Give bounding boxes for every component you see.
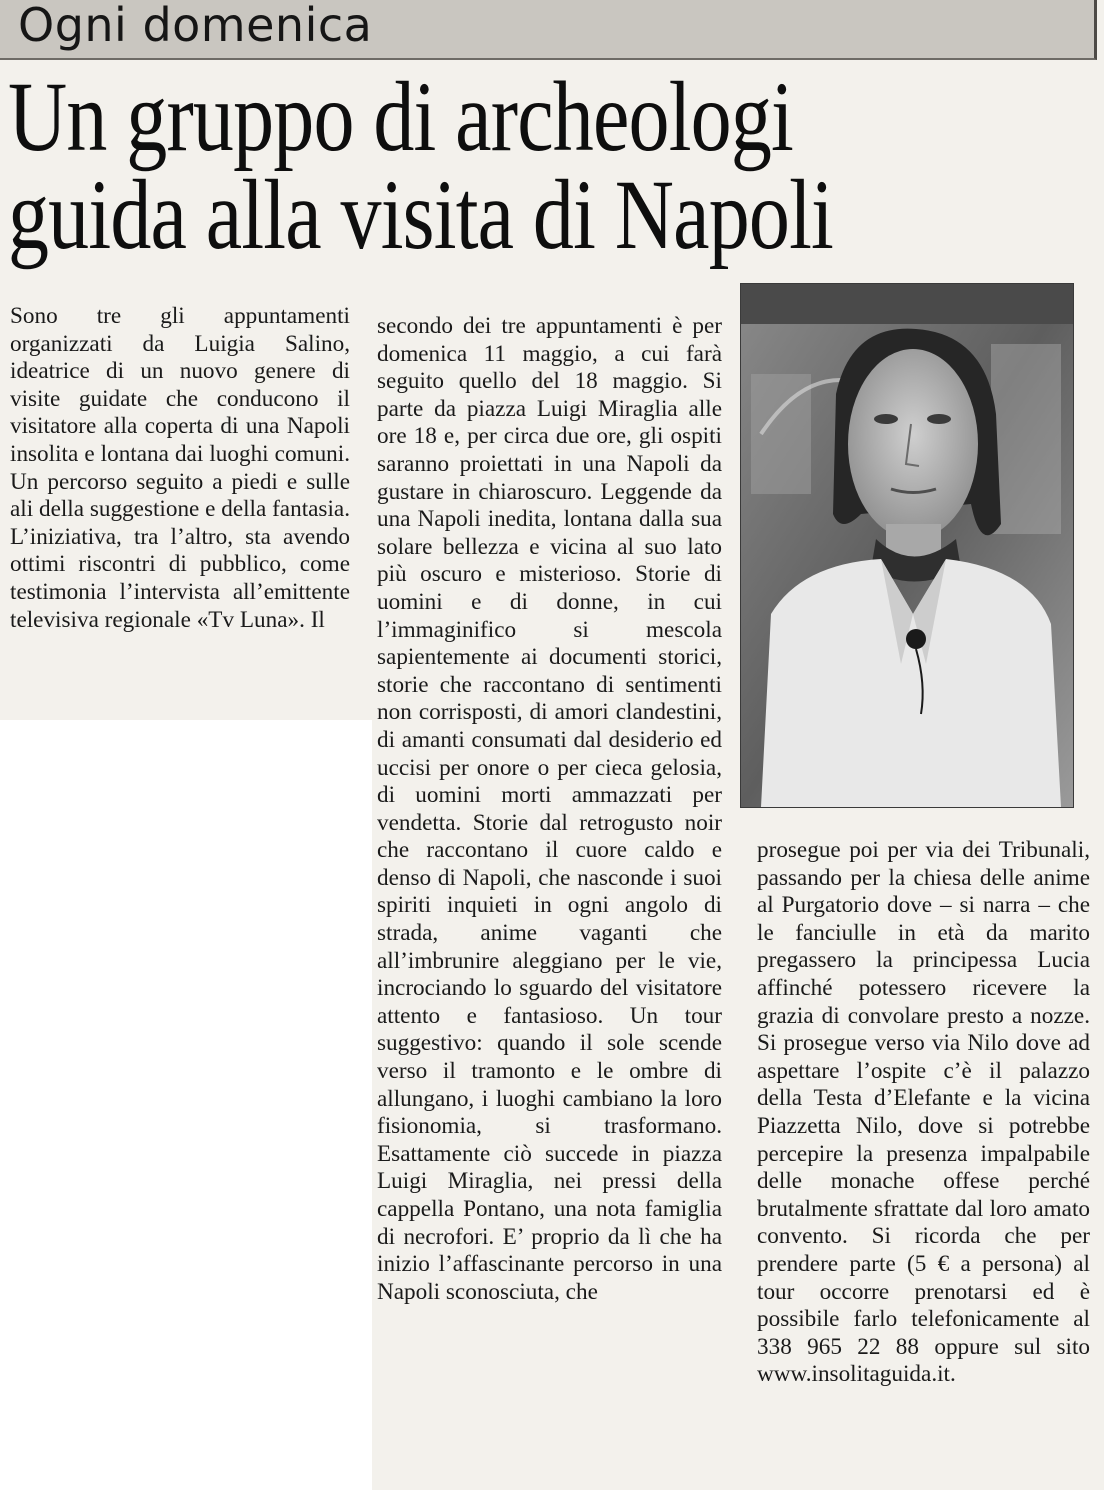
portrait-illustration xyxy=(741,284,1073,807)
article-column-3: prosegue poi per via dei Tribunali, passando per la chiesa delle anime al Purgatorio dove – si narra – che le fanciulle in età da marito pregassero la principessa Lucia affinché potessero ricevere la grazia di convolare presto a nozze. Si prosegue verso via Nilo dove ad aspettare l’ospite c’è il palazzo della Testa d’Elefante e la vicina Piazzetta Nilo, dove si potrebbe percepire la presenza impalpabile delle monache offese perché brutalmente sfrattate dal loro amato convento. Si ricorda che per prendere parte (5 € a persona) al tour occorre prenotarsi ed è possibile farlo telefonicamente al 338 965 22 88 oppure sul sito www.insolitaguida.it. xyxy=(757,837,1090,1388)
headline-line-1: Un gruppo di archeologi xyxy=(8,61,794,172)
headline-line-2: guida alla visita di Napoli xyxy=(8,159,834,270)
kicker-label: Ogni domenica xyxy=(18,0,373,52)
article-column-1: Sono tre gli appuntamenti organizzati da Luigia Salino, ideatrice di un nuovo genere di visite guidate che conducono il visitatore alla coperta di una Napoli insolita e lontana dai luoghi comuni. Un percorso seguito a piedi e sulle ali della suggestione e della fantasia. L’iniziativa, tra l’altro, sta avendo ottimi riscontri di pubblico, come testimonia l’intervista all’emittente televisiva regionale «Tv Luna». Il xyxy=(10,303,350,633)
article-column-2: secondo dei tre appuntamenti è per domenica 11 maggio, a cui farà seguito quello del 18 maggio. Si parte da piazza Luigi Miraglia alle ore 18 e, per circa due ore, gli ospiti saranno proiettati in una Napoli da gustare in chiaroscuro. Leggende da una Napoli inedita, lontana dalla sua solare bellezza e vicina al suo lato più oscuro e misterioso. Storie di uomini e di donne, in cui l’immaginifico si mescola sapientemente ai documenti storici, storie che raccontano di sentimenti non corrisposti, di amori clandestini, di amanti consumati dal desiderio ed uccisi per onore o per cieca gelosia, di uomini morti ammazzati per vendetta. Storie dal retrogusto noir che raccontano il cuore caldo e denso di Napoli, che nasconde i suoi spiriti inquieti in ogni angolo di strada, anime vaganti che all’imbrunire aleggiano per le vie, incrociando lo sguardo del visitatore attento e fantasioso. Un tour suggestivo: quando il sole scende verso il tramonto e le ombre di allungano, i luoghi cambiano la loro fisionomia, si trasformano. Esattamente ciò succede in piazza Luigi Miraglia, nei pressi della cappella Pontano, una nota famiglia di necrofori. E’ proprio da lì che ha inizio l’affascinante percorso in una Napoli sconosciuta, che xyxy=(377,313,722,1305)
article-headline xyxy=(8,61,834,270)
portrait-photo xyxy=(740,283,1074,808)
kicker-bar xyxy=(0,0,1097,60)
